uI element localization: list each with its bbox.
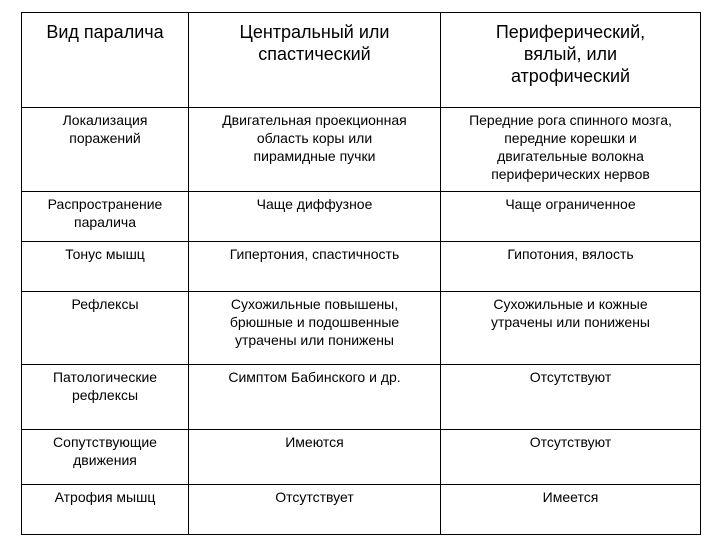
row-feature-cell: Распространение паралича [22, 192, 189, 242]
table-row [22, 485, 701, 535]
row-peripheral-cell: Сухожильные и кожные утрачены или понижены [441, 292, 701, 365]
row-peripheral-cell: Имеется [441, 485, 701, 535]
row-feature-cell: Тонус мышц [22, 242, 189, 292]
row-peripheral-cell: Отсутствуют [441, 430, 701, 485]
table-row [22, 108, 701, 192]
row-peripheral-cell: Отсутствуют [441, 365, 701, 430]
row-central-cell: Имеются [189, 430, 441, 485]
table-row [22, 365, 701, 430]
header-paralysis-type: Вид паралича [22, 13, 189, 108]
row-central-cell: Сухожильные повышены, брюшные и подошвенные утрачены или понижены [189, 292, 441, 365]
table-row [22, 430, 701, 485]
row-feature-cell: Атрофия мышц [22, 485, 189, 535]
header-peripheral: Периферический, вялый, или атрофический [441, 13, 701, 108]
table-row [22, 242, 701, 292]
row-central-cell: Симптом Бабинского и др. [189, 365, 441, 430]
paralysis-comparison-table [21, 12, 701, 535]
row-central-cell: Гипертония, спастичность [189, 242, 441, 292]
row-feature-cell: Локализация поражений [22, 108, 189, 192]
table-row [22, 192, 701, 242]
row-peripheral-cell: Гипотония, вялость [441, 242, 701, 292]
row-feature-cell: Сопутствующие движения [22, 430, 189, 485]
row-central-cell: Отсутствует [189, 485, 441, 535]
row-central-cell: Чаще диффузное [189, 192, 441, 242]
row-peripheral-cell: Передние рога спинного мозга, передние корешки и двигательные волокна периферических нервов [441, 108, 701, 192]
header-central: Центральный или спастический [189, 13, 441, 108]
row-peripheral-cell: Чаще ограниченное [441, 192, 701, 242]
table-row [22, 292, 701, 365]
row-central-cell: Двигательная проекционная область коры или пирамидные пучки [189, 108, 441, 192]
row-feature-cell: Патологические рефлексы [22, 365, 189, 430]
row-feature-cell: Рефлексы [22, 292, 189, 365]
table-header-row [22, 13, 701, 108]
